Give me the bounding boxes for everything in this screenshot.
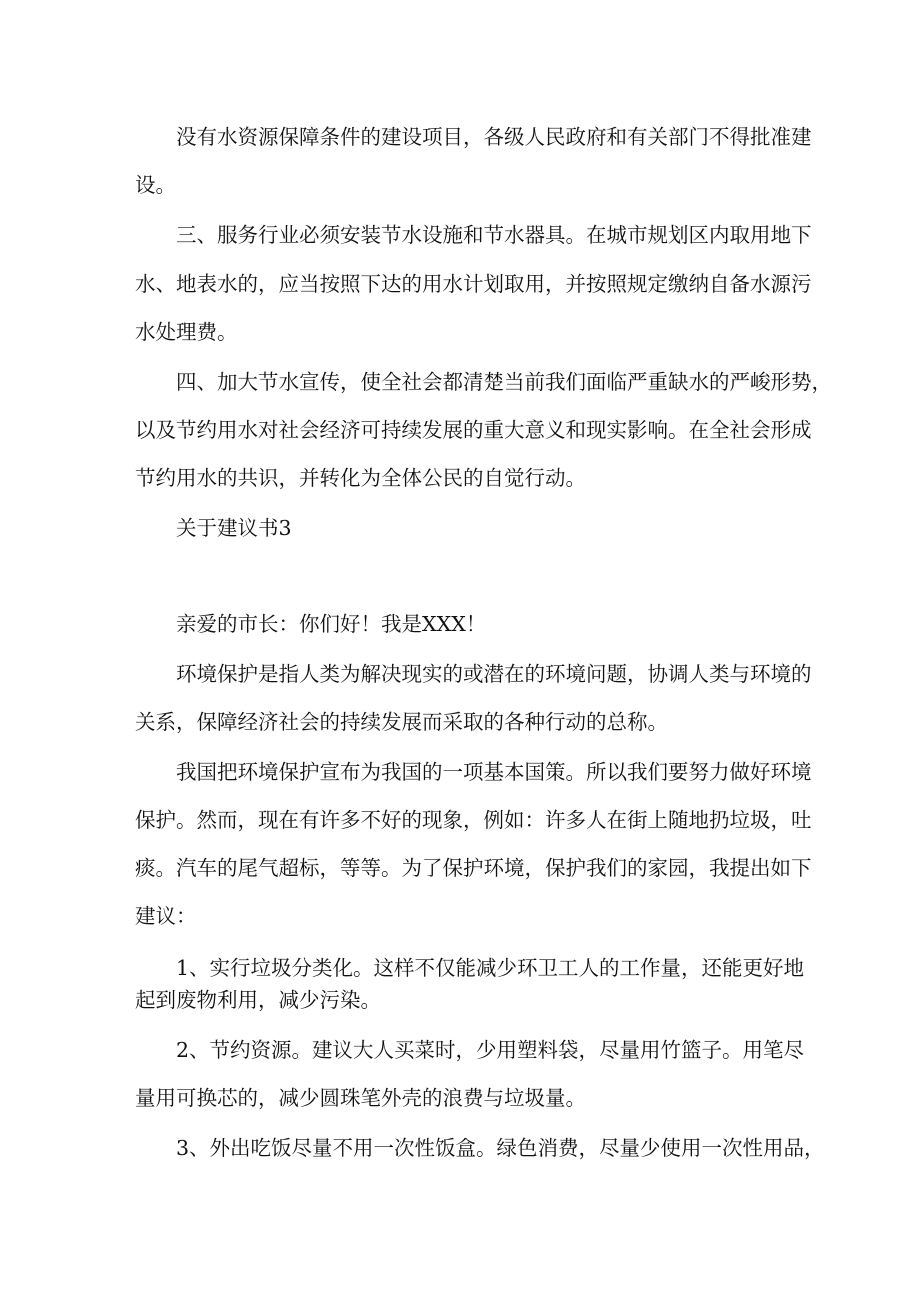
paragraph-line: 痰。汽车的尾气超标，等等。为了保护环境，保护我们的家园，我提出如下 [135,856,812,880]
paragraph-line: 我国把环境保护宣布为我国的一项基本国策。所以我们要努力做好环境 [176,760,812,784]
paragraph-line: 水处理费。 [135,320,238,344]
paragraph-line: 1、实行垃圾分类化。这样不仅能减少环卫工人的工作量，还能更好地 [176,956,805,980]
section-heading: 关于建议书3 [176,516,292,540]
paragraph-line: 以及节约用水对社会经济可持续发展的重大意义和现实影响。在全社会形成 [135,418,812,442]
paragraph-line: 起到废物利用，减少污染。 [135,988,381,1012]
paragraph-line: 节约用水的共识，并转化为全体公民的自觉行动。 [135,466,586,490]
paragraph-line: 环境保护是指人类为解决现实的或潜在的环境问题，协调人类与环境的 [176,662,812,686]
salutation-line: 亲爱的市长：你们好！我是XXX！ [176,612,487,636]
paragraph-line: 建议： [135,904,197,928]
paragraph-line: 没有水资源保障条件的建设项目，各级人民政府和有关部门不得批准建 [176,125,812,149]
paragraph-line: 三、服务行业必须安装节水设施和节水器具。在城市规划区内取用地下 [176,223,812,247]
paragraph-line: 水、地表水的，应当按照下达的用水计划取用，并按照规定缴纳自备水源污 [135,272,812,296]
paragraph-line: 2、节约资源。建议大人买菜时，少用塑料袋，尽量用竹篮子。用笔尽 [176,1038,805,1062]
paragraph-line: 量用可换芯的，减少圆珠笔外壳的浪费与垃圾量。 [135,1086,586,1110]
paragraph-line: 保护。然而，现在有许多不好的现象，例如：许多人在街上随地扔垃圾，吐 [135,808,812,832]
paragraph-line: 设。 [135,173,176,197]
paragraph-line: 四、加大节水宣传，使全社会都清楚当前我们面临严重缺水的严峻形势， [176,370,832,394]
paragraph-line: 关系，保障经济社会的持续发展而采取的各种行动的总称。 [135,710,668,734]
paragraph-line: 3、外出吃饭尽量不用一次性饭盒。绿色消费，尽量少使用一次性用品， [176,1136,825,1160]
